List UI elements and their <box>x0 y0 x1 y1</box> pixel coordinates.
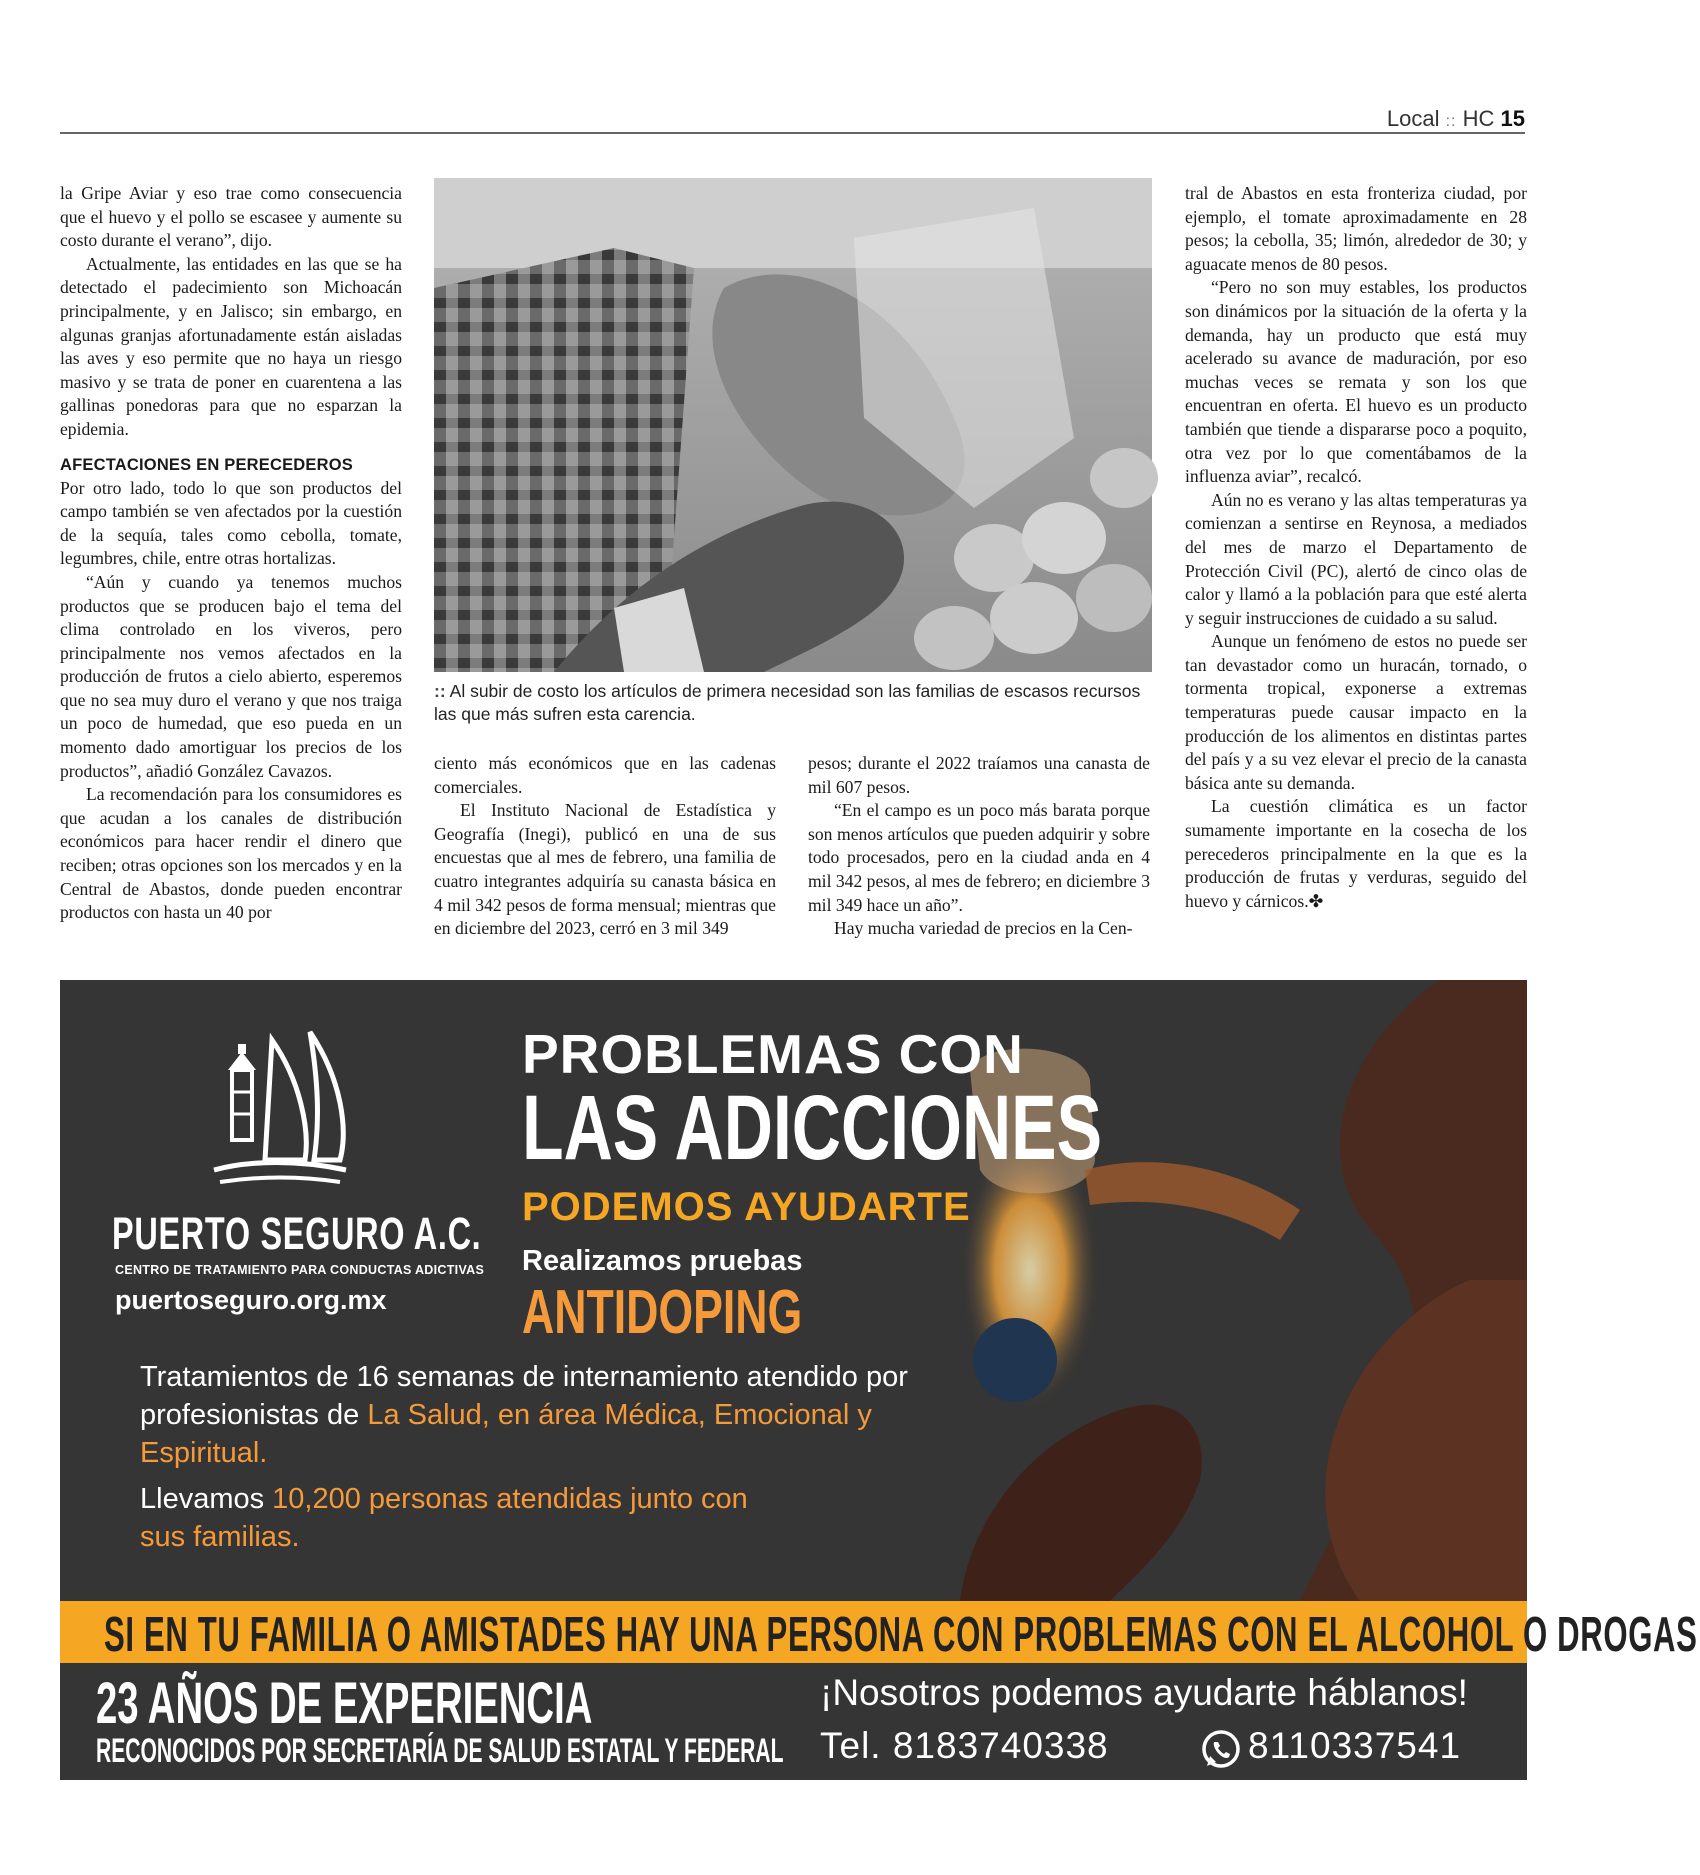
photo-illustration <box>434 178 1152 672</box>
paragraph: Actualmente, las entidades en las que se ha detectado el padecimiento son Michoacán principalmente, y en Jalisco; sin embargo, en algunas granjas afortunadamente están aisladas las aves y eso permite que no haya un riesgo masivo y se trata de poner en cuarentena a las gallinas ponedoras para que no esparzan la epidemia. <box>60 253 402 439</box>
paragraph: Aún no es verano y las altas temperaturas ya comienzan a sentirse en Reynosa, a mediados del mes de marzo el Departamento de Protección Civil (PC), alertó de cinco olas de calor y llamó a la población para que esté alerta y seguir instrucciones de cuidado a su salud. <box>1185 489 1527 628</box>
end-mark-icon: ✤ <box>1308 890 1324 911</box>
paragraph: Aunque un fenómeno de estos no puede ser tan devastador como un huracán, tornado, o tormenta tropical, exponerse a extremas temperaturas puede causar impacto en la producción de los alimentos en distintas partes del país y a su vez elevar el precio de la canasta básica ante su demanda. <box>1185 631 1527 793</box>
paragraph: “En el campo es un poco más barata porque son menos artículos que pueden adquirir y sobre todo procesados, pero en la ciudad anda en 4 mil 342 pesos, al mes de febrero; en diciembre 3 mil 349 hace un año”. <box>808 800 1150 915</box>
subheading: AFECTACIONES EN PERECEDEROS <box>60 455 353 474</box>
ad-headline-1: PROBLEMAS CON <box>522 1023 1024 1085</box>
ad-experience: 23 AÑOS DE EXPERIENCIA <box>96 1671 593 1736</box>
ad-headline-2: LAS ADICCIONES <box>522 1077 1102 1179</box>
article-column-2 <box>434 752 776 941</box>
caption-text: Al subir de costo los artículos de primera necesidad son las familias de escasos recursos las que más sufren esta carencia. <box>434 681 1141 724</box>
paragraph: Hay mucha variedad de precios en la Cen- <box>834 918 1133 939</box>
paragraph: “Pero no son muy estables, los productos son dinámicos por la situación de la oferta y la demanda, hay un producto que está muy acelerado su avance de maduración, por eso muchas veces se remata y son los que encuentran en oferta. El huevo es un producto también que tiende a dispararse poco a poquito, otra vez por lo que comentábamos de la influenza aviar”, recalcó. <box>1185 277 1527 487</box>
ad-headline-5: ANTIDOPING <box>522 1278 803 1347</box>
org-name: PUERTO SEGURO A.C. <box>112 1208 482 1259</box>
ad-body-highlight: 10,200 personas atendidas junto con sus familias. <box>140 1483 748 1553</box>
ad-body-highlight: La Salud, en área Médica, Emocional y Espiritual. <box>140 1399 872 1469</box>
photo-caption <box>434 680 1152 726</box>
ad-body-patients <box>140 1480 800 1556</box>
ad-headline-3: PODEMOS AYUDARTE <box>522 1185 971 1229</box>
org-website-link[interactable]: puertoseguro.org.mx <box>115 1285 387 1315</box>
folio <box>1387 106 1525 132</box>
ad-recognition: RECONOCIDOS POR SECRETARÍA DE SALUD ESTATAL Y FEDERAL <box>96 1732 784 1770</box>
paragraph: pesos; durante el 2022 traíamos una canasta de mil 607 pesos. <box>808 753 1150 797</box>
whatsapp-number-link[interactable]: 8110337541 <box>1248 1725 1462 1766</box>
ad-banner-text: SI EN TU FAMILIA O AMISTADES HAY UNA PERSONA CON PROBLEMAS CON EL ALCOHOL O DROGAS <box>104 1608 1698 1662</box>
paragraph: Por otro lado, todo lo que son productos del campo también se ven afectados por la cuestión de la sequía, tales como cebolla, tomate, legumbres, chile, entre otras hortalizas. <box>60 477 402 569</box>
paper-name: HC <box>1462 106 1495 131</box>
ad-banner <box>60 1601 1698 1663</box>
section-separator: :: <box>1445 113 1457 130</box>
paragraph: tral de Abastos en esta fronteriza ciudad, por ejemplo, el tomate aproximadamente en 28 pesos; la cebolla, 35; limón, alrededor de 30; y aguacate menos de 80 pesos. <box>1185 183 1527 274</box>
ad-headline-4: Realizamos pruebas <box>522 1245 803 1277</box>
paragraph-text: La cuestión climática es un factor sumamente importante en la cosecha de los perecederos principalmente en la que es la producción de frutas y verduras, seguido del huevo y cárnicos. <box>1185 796 1527 911</box>
org-subtitle: CENTRO DE TRATAMIENTO PARA CONDUCTAS ADICTIVAS <box>115 1263 485 1277</box>
article-column-4 <box>1185 182 1527 913</box>
paragraph: la Gripe Aviar y eso trae como consecuencia que el huevo y el pollo se escasee y aumente su costo durante el verano”, dijo. <box>60 183 402 251</box>
paragraph: El Instituto Nacional de Estadística y Geografía (Inegi), publicó en una de sus encuestas que al mes de febrero, una familia de cuatro integrantes adquiría su canasta básica en 4 mil 342 pesos de forma mensual; mientras que en diciembre del 2023, cerró en 3 mil 349 <box>434 800 776 939</box>
page-header <box>60 104 1525 134</box>
paragraph: La recomendación para los consumidores es que acudan a los canales de distribución económicos para hacer rendir el dinero que reciben; otras opciones son los mercados y en la Central de Abastos, donde pueden encontrar productos con hasta un 40 por <box>60 784 402 923</box>
caption-marker: :: <box>434 681 446 701</box>
advertisement <box>60 980 1698 1780</box>
paragraph: “Aún y cuando ya tenemos muchos productos que se producen bajo el tema del clima controlado en los viveros, pero principalmente nos vemos afectados en la producción de frutos a cielo abierto, esperemos que no sea muy duro el verano y que nos traiga un poco de humedad, que eso pueda en un momento dado amortiguar los precios de los productos”, añadió González Cavazos. <box>60 571 402 781</box>
news-photo <box>434 178 1152 672</box>
ad-body-treatment <box>140 1358 940 1472</box>
phone-number-link[interactable]: Tel. 8183740338 <box>820 1725 1109 1766</box>
ad-help-text: ¡Nosotros podemos ayudarte háblanos! <box>820 1672 1468 1713</box>
article-column-1 <box>60 182 402 925</box>
sailboat-lighthouse-logo-icon <box>210 1030 350 1190</box>
ad-body-text: Tratamientos de 16 semanas de internamiento atendido por profesionistas de <box>140 1361 908 1431</box>
ad-body-text: Llevamos <box>140 1483 273 1515</box>
paragraph: ciento más económicos que en las cadenas comerciales. <box>434 753 776 797</box>
article-column-3 <box>808 752 1150 941</box>
whatsapp-icon <box>1200 1729 1242 1771</box>
paragraph <box>1185 795 1527 913</box>
page-number: 15 <box>1500 106 1525 131</box>
section-name: Local <box>1386 106 1440 131</box>
